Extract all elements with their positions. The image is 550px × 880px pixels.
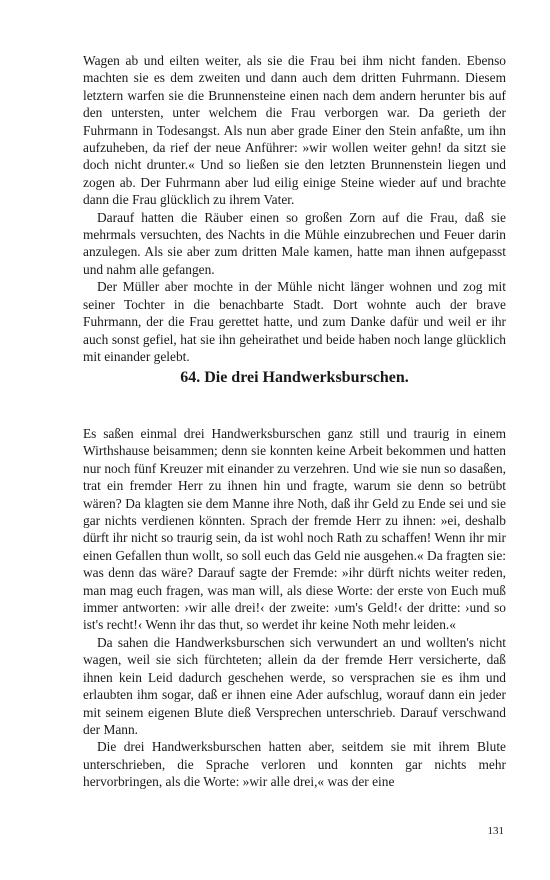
page-number: 131	[487, 825, 504, 837]
paragraph: Es saßen einmal drei Handwerksburschen ganz still und traurig in einem Wirthshause beisammen; denn sie konnten keine Arbeit bekommen und hatten nur noch fünf Kreuzer mit einander zu verzehren. Und wie sie nun so dasaßen, trat ein fremder Herr zu ihnen hin und fragte, warum sie denn so betrübt wären? Da klagten sie dem Manne ihre Noth, daß ihr Geld zu Ende sei und sie gar nichts verdienen könnten. Sprach der fremde Herr zu ihnen: »ei, deshalb dürft ihr nicht so traurig sein, da ist wohl noch Rath zu schaffen! Wenn ihr mir einen Gefallen thun wollt, so soll euch das Geld nie ausgehen.« Da fragten sie: was denn das wäre? Darauf sagte der Fremde: »ihr dürft nichts weiter reden, man mag euch fragen, was man will, als diese Worte: der erste von Euch muß immer antworten: ›wir alle drei!‹ der zweite: ›um's Geld!‹ der dritte: ›und so ist's recht!‹ Wenn ihr das thut, so werdet ihr keine Noth mehr leiden.«	[83, 426, 506, 633]
story-ending-text	[83, 52, 506, 365]
paragraph: Da sahen die Handwerksburschen sich verwundert an und wollten's nicht wagen, weil sie sich fürchteten; allein da der fremde Herr versicherte, daß ihnen kein Leid dadurch geschehen werde, so versprachen sie es ihm und erlaubten ihm sogar, daß er ihnen eine Ader aufschlug, worauf dann ein jeder mit seinem eigenen Blute dieß Versprechen unterschrieb. Darauf verschwand der Mann.	[83, 634, 506, 737]
paragraph: Darauf hatten die Räuber einen so großen Zorn auf die Frau, daß sie mehrmals versuchten, des Nachts in die Mühle einzubrechen und Feuer darin anzulegen. Als sie aber zum dritten Male kamen, hatte man ihnen aufgepasst und nahm alle gefangen.	[83, 209, 506, 277]
paragraph: Die drei Handwerksburschen hatten aber, seitdem sie mit ihrem Blute unterschrieben, die Sprache verloren und konnten gar nichts mehr hervorbringen, als die Worte: »wir alle drei,« was der eine	[83, 739, 506, 790]
chapter-body-text	[83, 425, 506, 791]
paragraph: Wagen ab und eilten weiter, als sie die Frau bei ihm nicht fanden. Ebenso machten sie es dem zweiten und dann auch dem dritten Fuhrmann. Diesem letztern warfen sie die Brunnensteine einen nach dem andern herunter bis auf den untersten, unter welchem die Frau verborgen war. Da gerieth der Fuhrmann in Todesangst. Als nun aber grade Einer den Stein anfaßte, um ihn aufzuheben, da rief der neue Anführer: »wir wollen weiter gehn! da sitzt sie doch nicht drunter.« Und so ließen sie den letzten Brunnenstein liegen und zogen ab. Der Fuhrmann aber lud eilig einige Steine wieder auf und brachte dann die Frau glücklich zu ihrem Vater.	[83, 53, 506, 208]
chapter-heading: 64. Die drei Handwerksburschen.	[180, 369, 409, 386]
paragraph: Der Müller aber mochte in der Mühle nicht länger wohnen und zog mit seiner Tochter in die benachbarte Stadt. Dort wohnte auch der brave Fuhrmann, der die Frau gerettet hatte, und zum Danke dafür und weil er ihr auch sonst gefiel, hat sie ihn geheirathet und beide haben noch lange glücklich mit einander gelebt.	[83, 279, 506, 364]
